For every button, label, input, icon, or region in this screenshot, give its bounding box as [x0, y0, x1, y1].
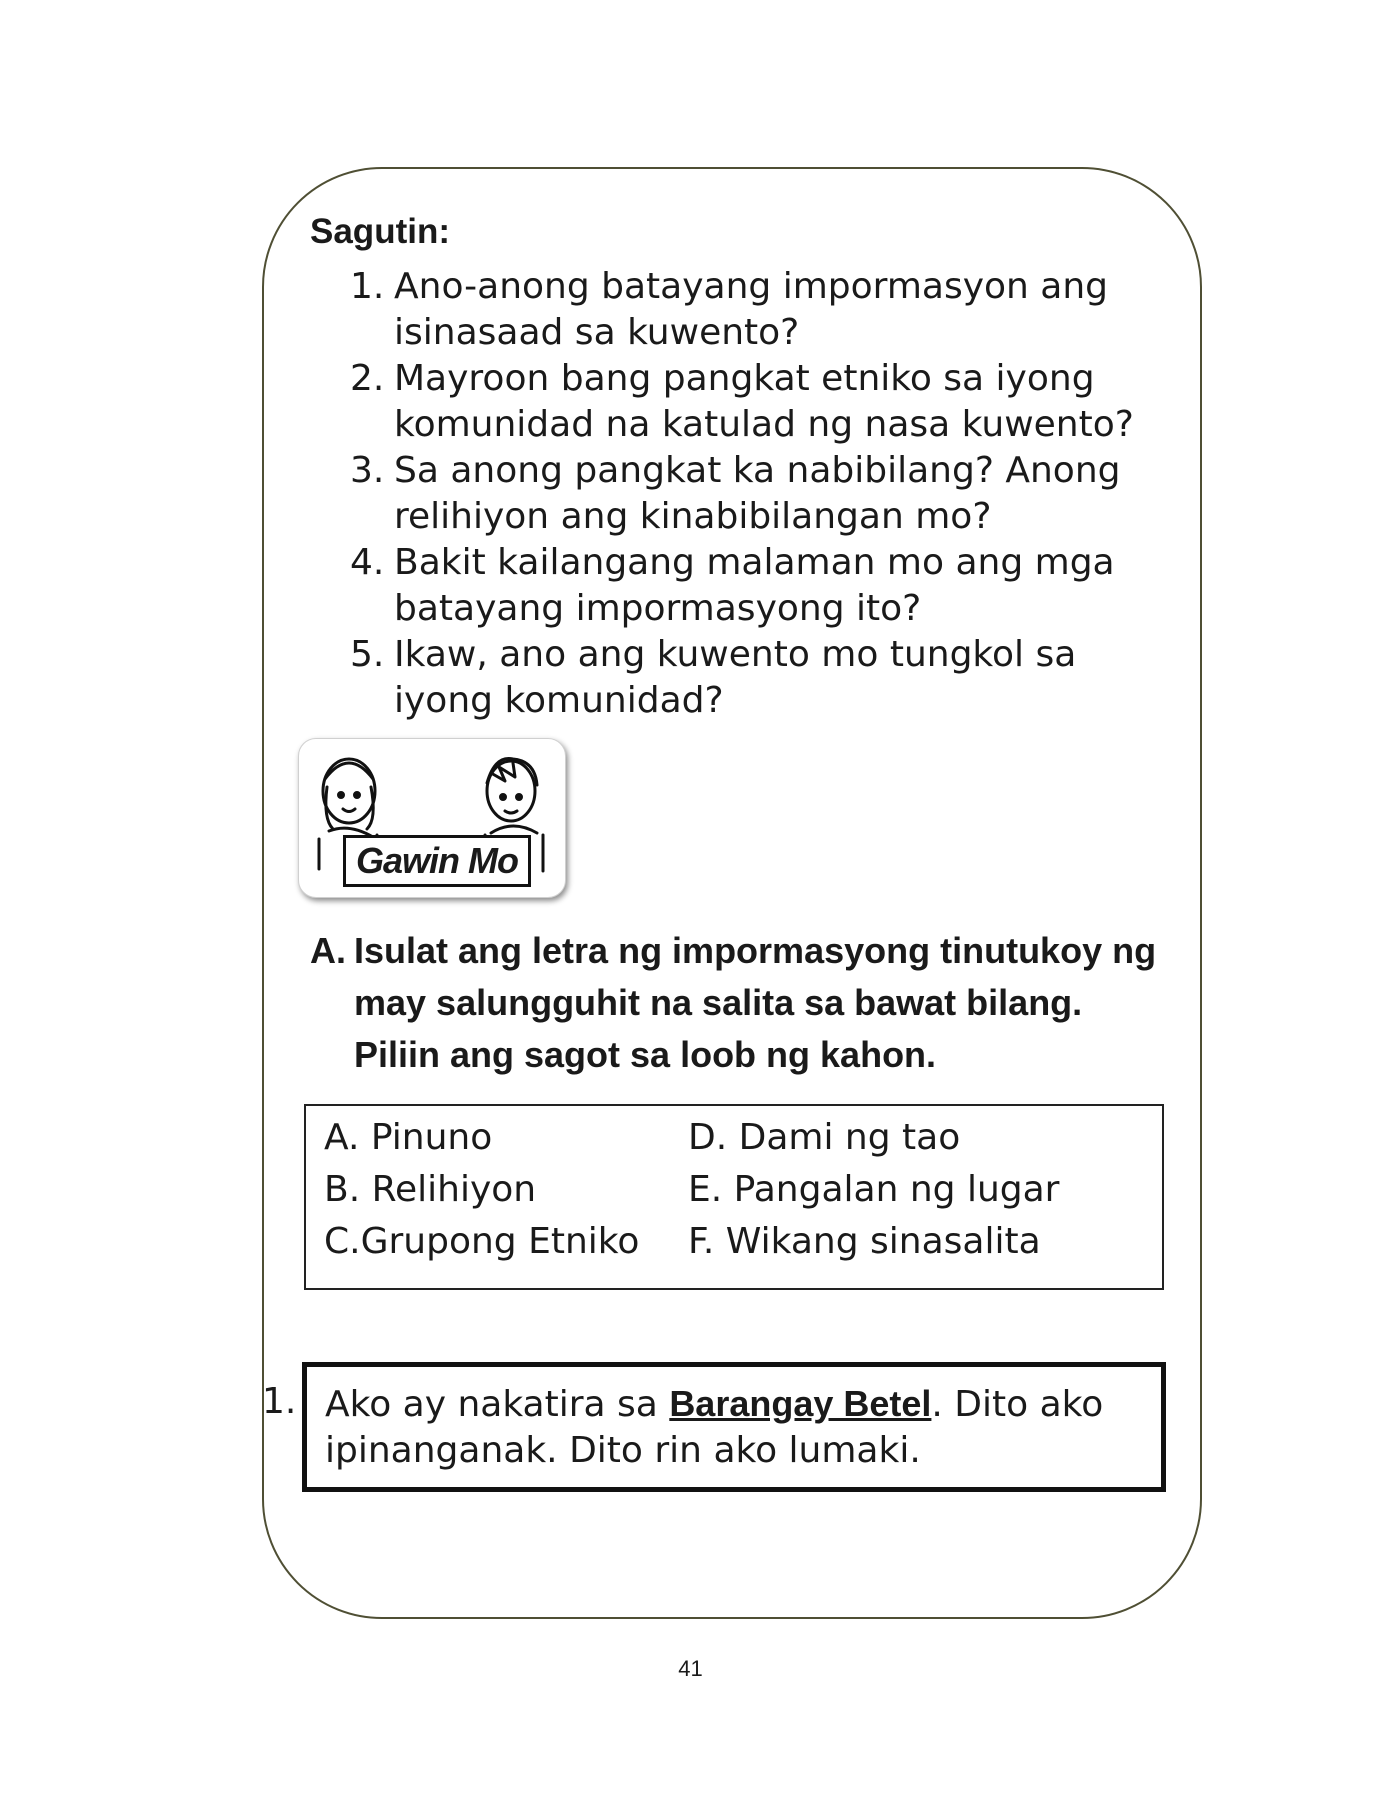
list-item	[350, 264, 1180, 356]
question-text: Sa anong pangkat ka nabibilang? Anong relihiyon ang kinabibilangan mo?	[394, 450, 1121, 537]
question-text: Ano-anong batayang impormasyon ang isinasaad sa kuwento?	[394, 266, 1109, 353]
item-box	[302, 1362, 1166, 1492]
question-text: Bakit kailangang malaman mo ang mga batayang impormasyong ito?	[394, 542, 1115, 629]
choices-box	[304, 1104, 1164, 1290]
choice-e: E. Pangalan ng lugar	[688, 1169, 1060, 1210]
page-number: 41	[678, 1656, 703, 1681]
instruction	[310, 925, 1170, 1081]
item-number: 1.	[262, 1381, 297, 1422]
list-item	[350, 540, 1180, 632]
question-text: Ikaw, ano ang kuwento mo tungkol sa iyong komunidad?	[394, 634, 1077, 721]
list-item	[350, 448, 1180, 540]
instruction-text: Isulat ang letra ng impormasyong tinutukoy ng may salungguhit na salita sa bawat bilang. Piliin ang sagot sa loob ng kahon.	[354, 930, 1157, 1075]
question-number: 1.	[350, 266, 385, 307]
question-list	[350, 264, 1180, 724]
underlined-word: Barangay Betel	[669, 1383, 932, 1424]
gawin-mo-label: Gawin Mo	[343, 835, 531, 887]
choice-b: B. Relihiyon	[324, 1169, 537, 1210]
choice-f: F. Wikang sinasalita	[688, 1221, 1041, 1262]
question-number: 5.	[350, 634, 385, 675]
question-number: 4.	[350, 542, 385, 583]
question-text: Mayroon bang pangkat etniko sa iyong komunidad na katulad ng nasa kuwento?	[394, 358, 1134, 445]
question-number: 3.	[350, 450, 385, 491]
list-item	[350, 632, 1180, 724]
instruction-letter: A.	[310, 930, 346, 971]
list-item	[350, 356, 1180, 448]
sagutin-heading: Sagutin:	[310, 212, 450, 251]
item-text-before: Ako ay nakatira sa	[325, 1384, 670, 1425]
choice-c: C.Grupong Etniko	[324, 1221, 640, 1262]
question-number: 2.	[350, 358, 385, 399]
item-text-after: . Dito ako ipinanganak. Dito rin ako lumaki.	[325, 1384, 1104, 1471]
choice-a: A. Pinuno	[324, 1117, 493, 1158]
gawin-mo-badge	[298, 738, 566, 898]
choice-d: D. Dami ng tao	[688, 1117, 961, 1158]
